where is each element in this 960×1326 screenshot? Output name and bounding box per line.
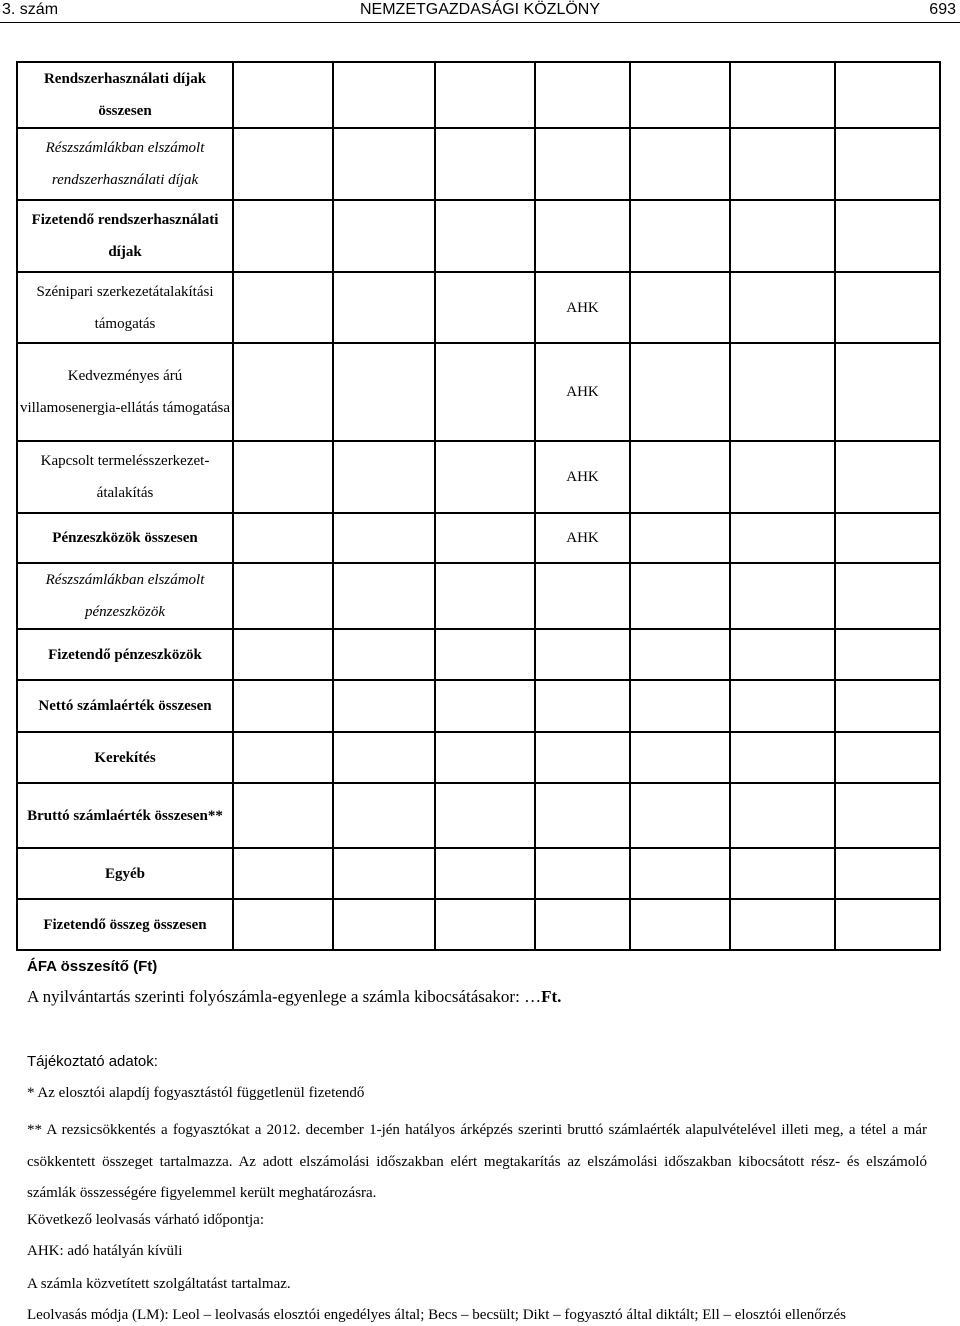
- row-label: Szénipari szerkezetátalakítási támogatás: [17, 272, 233, 343]
- row-label: Kerekítés: [17, 732, 233, 783]
- empty-cell: [333, 899, 435, 950]
- empty-cell: [333, 62, 435, 128]
- empty-cell: [630, 343, 730, 441]
- table-row: [17, 343, 940, 441]
- empty-cell: [333, 272, 435, 343]
- empty-cell: [333, 732, 435, 783]
- table-row: [17, 629, 940, 680]
- table-row: [17, 200, 940, 272]
- empty-cell: [730, 899, 835, 950]
- empty-cell: [835, 783, 940, 848]
- row-value-cell: [535, 732, 630, 783]
- ahk-definition: AHK: adó hatályán kívüli: [27, 1243, 183, 1259]
- table-row: [17, 272, 940, 343]
- empty-cell: [233, 513, 333, 563]
- empty-cell: [233, 62, 333, 128]
- empty-cell: [333, 128, 435, 200]
- empty-cell: [233, 441, 333, 513]
- table-row: [17, 899, 940, 950]
- empty-cell: [630, 629, 730, 680]
- empty-cell: [835, 899, 940, 950]
- table-row: [17, 128, 940, 200]
- empty-cell: [630, 680, 730, 732]
- empty-cell: [630, 128, 730, 200]
- empty-cell: [630, 732, 730, 783]
- empty-cell: [435, 513, 535, 563]
- empty-cell: [435, 128, 535, 200]
- row-label: Rendszerhasználati díjak összesen: [17, 62, 233, 128]
- empty-cell: [333, 629, 435, 680]
- row-label: Kapcsolt termelésszerkezet-átalakítás: [17, 441, 233, 513]
- row-value-cell: [535, 629, 630, 680]
- next-reading-date: Következő leolvasás várható időpontja:: [27, 1212, 265, 1228]
- row-value-cell: [535, 783, 630, 848]
- empty-cell: [435, 732, 535, 783]
- empty-cell: [730, 343, 835, 441]
- empty-cell: [630, 563, 730, 629]
- row-value-cell: AHK: [535, 343, 630, 441]
- empty-cell: [835, 272, 940, 343]
- empty-cell: [630, 513, 730, 563]
- table-row: [17, 732, 940, 783]
- row-label: Pénzeszközök összesen: [17, 513, 233, 563]
- note-utility-reduction: ** A rezsicsökkentés a fogyasztókat a 2012. december 1-jén hatályos árképzés szerinti bruttó számlaérték alapulvételével illeti meg, a tétel a már csökkentett összeget tartalmazza. Az adott elszámolási időszakban elért megtakarítás az elszámolási időszakban kibocsátott rész- és elszámoló számlák összességére figyelemmel került meghatározásra.: [27, 1122, 927, 1201]
- empty-cell: [730, 200, 835, 272]
- row-label: Fizetendő pénzeszközök: [17, 629, 233, 680]
- table-row: [17, 441, 940, 513]
- empty-cell: [835, 200, 940, 272]
- empty-cell: [835, 732, 940, 783]
- empty-cell: [630, 441, 730, 513]
- table-row: [17, 680, 940, 732]
- empty-cell: [333, 200, 435, 272]
- empty-cell: [333, 441, 435, 513]
- account-balance-text: A nyilvántartás szerinti folyószámla-egyenlege a számla kibocsátásakor: …: [27, 987, 542, 1006]
- invoice-summary-table: [16, 61, 941, 951]
- empty-cell: [435, 680, 535, 732]
- row-value-cell: [535, 680, 630, 732]
- row-value-cell: [535, 848, 630, 899]
- empty-cell: [333, 848, 435, 899]
- notes-title: Tájékoztató adatok:: [27, 1053, 158, 1070]
- empty-cell: [630, 62, 730, 128]
- empty-cell: [435, 272, 535, 343]
- empty-cell: [835, 680, 940, 732]
- empty-cell: [233, 629, 333, 680]
- empty-cell: [835, 441, 940, 513]
- empty-cell: [630, 848, 730, 899]
- empty-cell: [435, 343, 535, 441]
- empty-cell: [435, 848, 535, 899]
- row-value-cell: [535, 62, 630, 128]
- empty-cell: [730, 513, 835, 563]
- row-label: Részszámlákban elszámolt pénzeszközök: [17, 563, 233, 629]
- empty-cell: [835, 343, 940, 441]
- empty-cell: [233, 899, 333, 950]
- empty-cell: [435, 563, 535, 629]
- table-row: [17, 848, 940, 899]
- empty-cell: [233, 783, 333, 848]
- empty-cell: [435, 441, 535, 513]
- empty-cell: [435, 629, 535, 680]
- empty-cell: [435, 783, 535, 848]
- empty-cell: [233, 200, 333, 272]
- table-row: [17, 783, 940, 848]
- row-label: Bruttó számlaérték összesen**: [17, 783, 233, 848]
- row-value-cell: [535, 200, 630, 272]
- empty-cell: [333, 343, 435, 441]
- empty-cell: [333, 680, 435, 732]
- empty-cell: [630, 200, 730, 272]
- page-number: 693: [929, 1, 956, 18]
- row-label: Fizetendő rendszerhasználati díjak: [17, 200, 233, 272]
- empty-cell: [835, 848, 940, 899]
- row-value-cell: [535, 128, 630, 200]
- row-label: Kedvezményes árú villamosenergia-ellátás támogatása: [17, 343, 233, 441]
- row-value-cell: AHK: [535, 441, 630, 513]
- empty-cell: [435, 899, 535, 950]
- empty-cell: [233, 732, 333, 783]
- row-value-cell: AHK: [535, 272, 630, 343]
- empty-cell: [630, 272, 730, 343]
- row-label: Részszámlákban elszámolt rendszerhasználati díjak: [17, 128, 233, 200]
- empty-cell: [730, 563, 835, 629]
- empty-cell: [730, 272, 835, 343]
- empty-cell: [233, 128, 333, 200]
- table-row: [17, 513, 940, 563]
- row-label: Egyéb: [17, 848, 233, 899]
- table-row: [17, 563, 940, 629]
- empty-cell: [333, 513, 435, 563]
- empty-cell: [333, 783, 435, 848]
- account-balance-unit: Ft.: [541, 987, 562, 1006]
- issue-number: 3. szám: [2, 1, 59, 18]
- empty-cell: [233, 848, 333, 899]
- empty-cell: [730, 680, 835, 732]
- empty-cell: [730, 441, 835, 513]
- table-row: [17, 62, 940, 128]
- empty-cell: [333, 563, 435, 629]
- empty-cell: [233, 563, 333, 629]
- empty-cell: [630, 899, 730, 950]
- empty-cell: [835, 513, 940, 563]
- empty-cell: [835, 563, 940, 629]
- empty-cell: [233, 343, 333, 441]
- empty-cell: [233, 680, 333, 732]
- page-header: [0, 0, 960, 23]
- empty-cell: [435, 200, 535, 272]
- empty-cell: [835, 629, 940, 680]
- publication-title: NEMZETGAZDASÁGI KÖZLÖNY: [359, 1, 601, 18]
- empty-cell: [730, 629, 835, 680]
- row-value-cell: AHK: [535, 513, 630, 563]
- row-label: Fizetendő összeg összesen: [17, 899, 233, 950]
- mediated-service-note: A számla közvetített szolgáltatást tartalmaz.: [27, 1276, 291, 1292]
- empty-cell: [835, 62, 940, 128]
- empty-cell: [435, 62, 535, 128]
- empty-cell: [730, 783, 835, 848]
- account-balance-line: [27, 987, 561, 1007]
- row-label: Nettó számlaérték összesen: [17, 680, 233, 732]
- empty-cell: [730, 128, 835, 200]
- afa-summary-title: ÁFA összesítő (Ft): [27, 958, 158, 975]
- empty-cell: [630, 783, 730, 848]
- empty-cell: [730, 848, 835, 899]
- empty-cell: [835, 128, 940, 200]
- reading-modes-legend: Leolvasás módja (LM): Leol – leolvasás elosztói engedélyes által; Becs – becsült; Dikt – fogyasztó által diktált; Ell – elosztói ellenőrzés: [27, 1307, 846, 1323]
- row-value-cell: [535, 563, 630, 629]
- empty-cell: [730, 62, 835, 128]
- empty-cell: [730, 732, 835, 783]
- note-base-fee: * Az elosztói alapdíj fogyasztástól függetlenül fizetendő: [27, 1085, 365, 1101]
- row-value-cell: [535, 899, 630, 950]
- empty-cell: [233, 272, 333, 343]
